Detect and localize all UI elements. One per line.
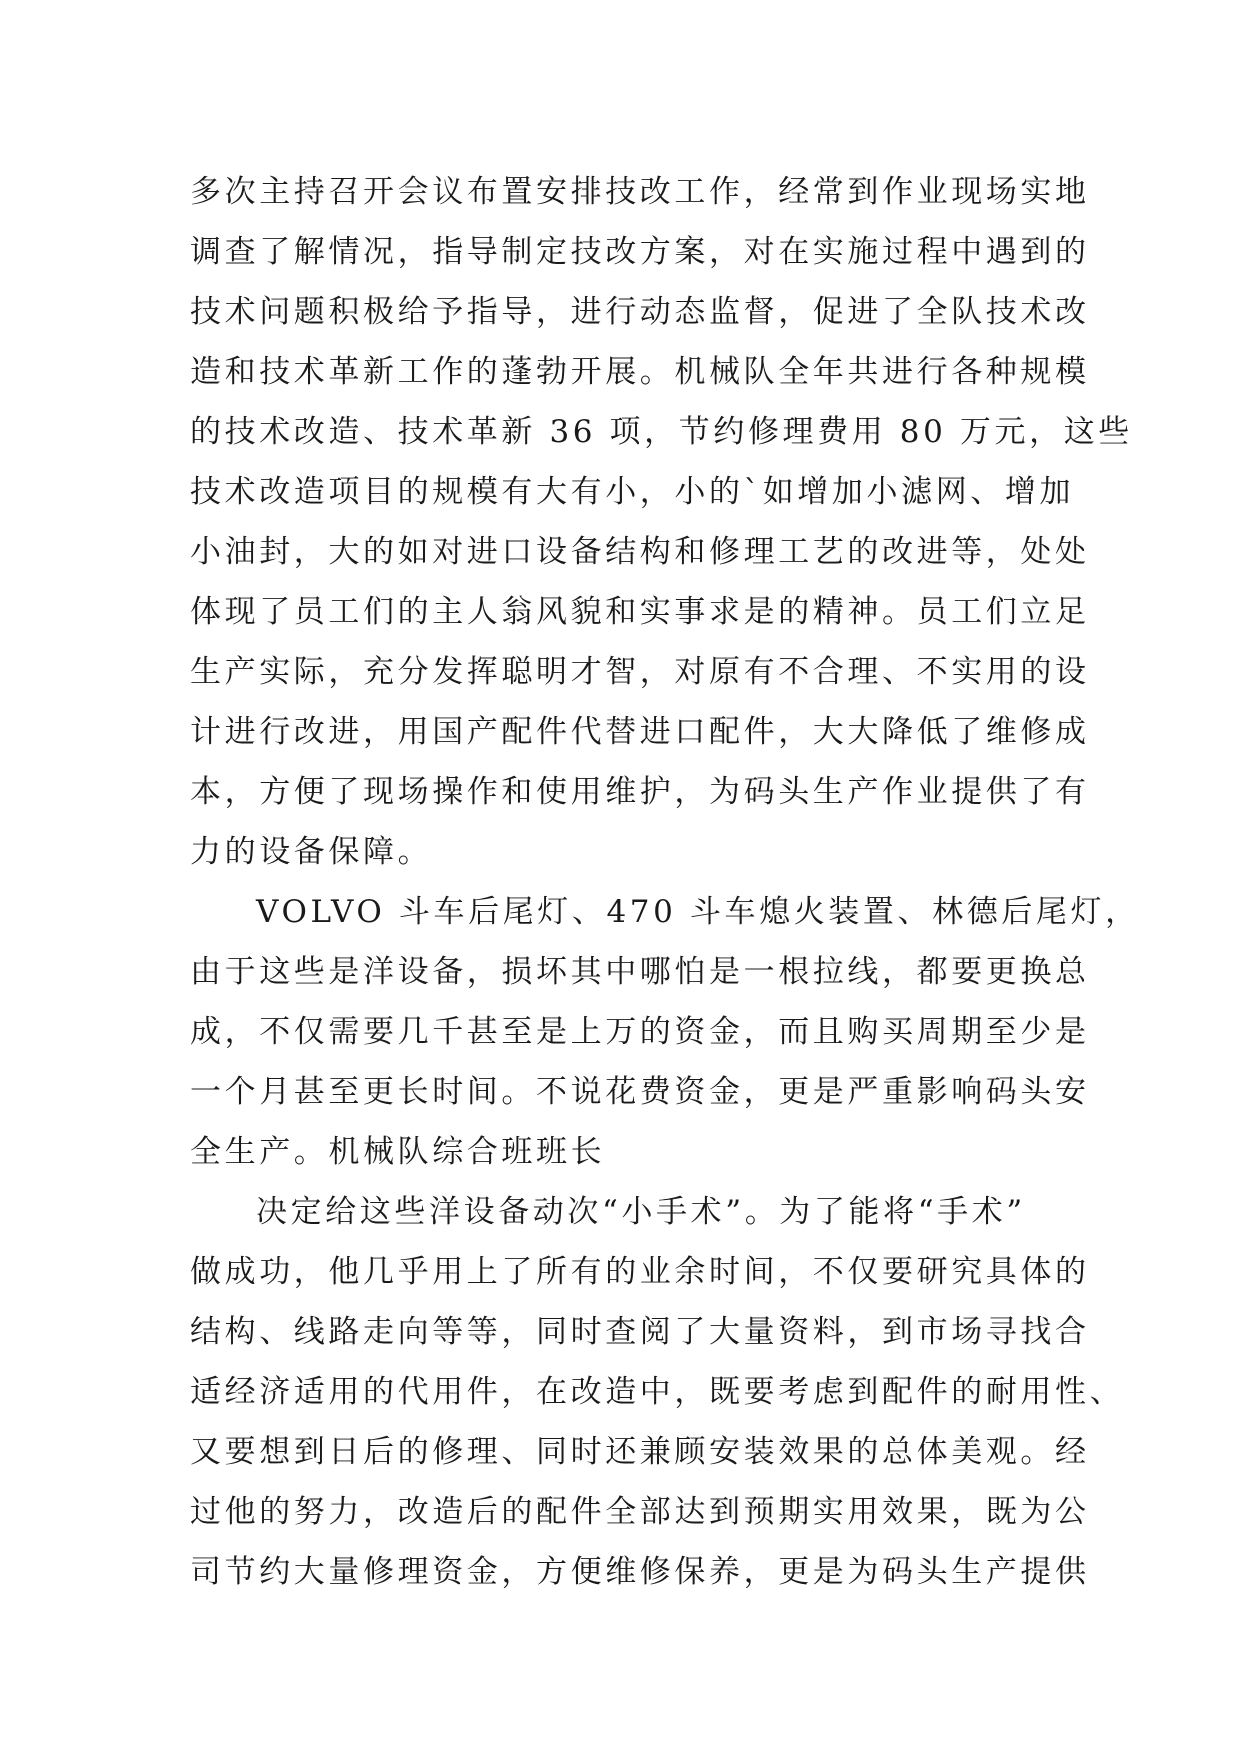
text-line: 力的设备保障。 xyxy=(190,834,433,870)
text-line: 的技术改造、技术革新 36 项，节约修理费用 80 万元，这些 xyxy=(190,414,1133,450)
text-line: 决定给这些洋设备动次“小手术”。为了能将“手术” xyxy=(256,1194,1026,1230)
text-line: 全生产。机械队综合班班长 xyxy=(190,1134,606,1170)
text-line: 生产实际，充分发挥聪明才智，对原有不合理、不实用的设 xyxy=(190,654,1090,690)
text-line: 由于这些是洋设备，损坏其中哪怕是一根拉线，都要更换总 xyxy=(190,954,1090,990)
text-line: 计进行改进，用国产配件代替进口配件，大大降低了维修成 xyxy=(190,714,1090,750)
paragraph-2 xyxy=(190,882,1140,1182)
paragraph-3 xyxy=(190,1182,1125,1602)
paragraph-1 xyxy=(190,162,1133,882)
text-line: 适经济适用的代用件，在改造中，既要考虑到配件的耐用性、 xyxy=(190,1374,1125,1410)
text-line: 司节约大量修理资金，方便维修保养，更是为码头生产提供 xyxy=(190,1554,1090,1590)
text-line: 调查了解情况，指导制定技改方案，对在实施过程中遇到的 xyxy=(190,234,1090,270)
text-line: 本，方便了现场操作和使用维护，为码头生产作业提供了有 xyxy=(190,774,1090,810)
text-line: VOLVO 斗车后尾灯、470 斗车熄火装置、林德后尾灯， xyxy=(256,894,1140,930)
text-line: 成，不仅需要几千甚至是上万的资金，而且购买周期至少是 xyxy=(190,1014,1090,1050)
text-line: 技术问题积极给予指导，进行动态监督，促进了全队技术改 xyxy=(190,294,1090,330)
text-line: 又要想到日后的修理、同时还兼顾安装效果的总体美观。经 xyxy=(190,1434,1090,1470)
text-line: 结构、线路走向等等，同时查阅了大量资料，到市场寻找合 xyxy=(190,1314,1090,1350)
text-line: 小油封，大的如对进口设备结构和修理工艺的改进等，处处 xyxy=(190,534,1090,570)
text-line: 过他的努力，改造后的配件全部达到预期实用效果，既为公 xyxy=(190,1494,1090,1530)
text-line: 体现了员工们的主人翁风貌和实事求是的精神。员工们立足 xyxy=(190,594,1090,630)
text-line: 造和技术革新工作的蓬勃开展。机械队全年共进行各种规模 xyxy=(190,354,1090,390)
text-line: 做成功，他几乎用上了所有的业余时间，不仅要研究具体的 xyxy=(190,1254,1090,1290)
document-body xyxy=(190,162,1140,1602)
text-line: 技术改造项目的规模有大有小，小的`如增加小滤网、增加 xyxy=(190,474,1075,510)
text-line: 多次主持召开会议布置安排技改工作，经常到作业现场实地 xyxy=(190,174,1090,210)
text-line: 一个月甚至更长时间。不说花费资金，更是严重影响码头安 xyxy=(190,1074,1090,1110)
